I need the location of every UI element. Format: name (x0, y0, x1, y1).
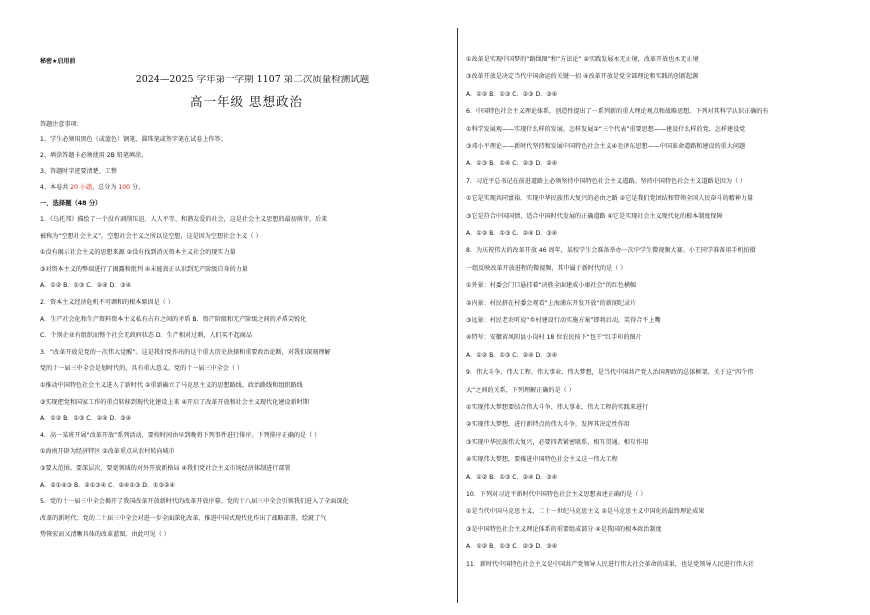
question-line: 4．高一某班开展“改革开放”系列活动，要按时间由早到晚将下列事件进行排序。下列排序正确的是（ ） (40, 431, 321, 439)
exam-subtitle: 高一年级 思想政治 (190, 94, 303, 109)
option-line: ①海南开辟为经济特区 ②改革重点从农村转向城市 (40, 448, 175, 456)
option-line: ①科学发展观——实现什么样的发展、怎样发展②“三个代表”重要思想——建设什么样的党、怎样建设党 (466, 125, 746, 133)
answer-options: A．①② B．①③ C．②④ D．③④ (40, 282, 132, 290)
option-line: C．个别企业有组织而整个社会无政府状态 D．生产相对过剩，人们买不起商品 (40, 332, 252, 340)
notes-item (40, 183, 453, 192)
question-line: 大”之间的关系，下列理解正确的是（ ） (466, 386, 575, 394)
answer-options: A．①② B．①③ C．②④ D．③④ (466, 230, 558, 237)
option-line: ③实现把党和国家工作的重点转移到现代化建设上来 ④开启了改革开放和社会主义现代化建设新时期 (40, 398, 309, 406)
option-line: ①是当代中国马克思主义、二十一世纪马克思主义 ②是马克思主义中国化的最终理论成果 (466, 508, 705, 516)
option-line: ③邓小平理论——新时代坚持和发展中国特色社会主义④毛泽东思想——中国革命道路和建设的重大问题 (466, 143, 746, 150)
option-line: ①外景：村委会门口悬挂着“决胜全面建成小康社会”的红色横幅 (466, 282, 637, 290)
notes-text: ，总分为 (92, 184, 119, 191)
question-line: 被称为“空想社会主义”。空想社会主义之所以是空想，这是因为空想社会主义（ ） (40, 232, 262, 240)
total-score: 100 (118, 184, 131, 191)
option-line: ④特写：安徽省凤阳县小岗村 18 位农民按下“包干”红手印的图片 (466, 334, 642, 342)
section-heading: 一、选择题（48 分） (40, 200, 102, 207)
option-line: ③实现中华民族伟大复兴，必要四者紧密联系、相互贯通、相互作用 (466, 438, 649, 446)
question-line: 党的十一届三中全会是划时代的，具有重大意义。党的十一届三中全会（ ） (40, 365, 244, 373)
question-count: 20 小题 (70, 184, 93, 191)
answer-options: A．②①④③ B．②①③④ C．②④①③ D．①③②④ (40, 481, 175, 489)
column-divider (457, 28, 458, 603)
question-line: 2．资本主义经济危机不可调和的根本原因是（ ） (40, 299, 174, 306)
option-line: ③对资本主义的弊端进行了揭露和批判 ④未能真正认识到无产阶级自身的力量 (40, 265, 248, 273)
right-column (466, 0, 836, 615)
option-line: ③改革开放是决定当代中国命运的关键一招 ④改革开放是党全部理论和实践的创新起源 (466, 73, 699, 81)
question-line: 一组反映改革开放进程的微视频，其中属于新时代的是（ ） (466, 264, 627, 272)
answer-options: A．①② B．①③ C．②③ D．③④ (466, 90, 558, 98)
secret-label: 秘密★启用前 (40, 58, 76, 65)
option-line: ②实现伟大梦想，进行新特点的伟大斗争，发挥其决定性作用 (466, 421, 630, 429)
question-line: 10．下列对习近平新时代中国特色社会主义思想表述正确的是（ ） (466, 491, 647, 498)
option-line: ①没有揭示社会主义的思想来源 ②没有找到消灭资本主义社会的现实力量 (40, 249, 236, 257)
notes-item: 2、填涂答题卡必须使用 2B 铅笔填涂。 (40, 152, 148, 159)
notes-text: 分。 (130, 184, 145, 191)
option-line: ④实现伟大梦想，要推进中国特色社会主义这一伟大工程 (466, 456, 618, 464)
question-line: 1．《乌托邦》描绘了一个没有剥削压迫、人人平等、和谐友爱的社会，这是社会主义思想的最初萌芽，后来 (40, 216, 328, 223)
question-line: 11．新时代中国特色社会主义是中国共产党领导人民进行伟大社会革命的成果，也是党领导人民进行伟大社 (466, 560, 755, 568)
option-line: ②内景：村民挤在村委会观看“上海浦东开发开放”的新闻纪录片 (466, 299, 637, 307)
option-line: A．生产社会化和生产资料资本主义私有占有之间的矛盾 B．资产阶级和无产阶级之间的矛盾尖锐化 (40, 315, 307, 323)
question-line: 改革的新时代；党的二十届三中全会对进一步全面深化改革、推进中国式现代化作出了战略部署，绘就了气 (40, 514, 327, 522)
question-line: 势恢宏而又清晰具体的改革蓝图。由此可见（ ） (40, 531, 170, 539)
option-line: ①推动中国特色社会主义进入了新时代 ②重新确立了马克思主义的思想路线、政治路线和组织路线 (40, 382, 303, 389)
answer-options: A．①② B．①③ C．②④ D．③④ (466, 351, 558, 359)
answer-options: A．①② B．①③ C．②④ D．③④ (466, 473, 558, 481)
left-column (40, 0, 453, 615)
option-line: ①改革是实现中国梦的“路线图”和“方法论” ②实践发展永无止境，改革开放也永无止境 (466, 56, 699, 63)
option-line: ③它是符合中国国情、适合中国时代发展的正确道路 ④它是实现社会主义现代化的根本制度保障 (466, 212, 723, 220)
option-line: ①它是实现共同富裕、实现中华民族伟大复兴的必由之路 ②它是我们党团结和带领全国人民奋斗的精神力量 (466, 195, 754, 203)
question-line: 7．习近平总书记在前进道路上必须坚持中国特色社会主义道路。坚持中国特色社会主义道路是因为（ ） (466, 177, 747, 185)
question-line: 8．为庆祝伟大的改革开放 46 周年，某校学生会准备举办一次中学生微视频大赛。小王同学准备用手机拍摄 (466, 247, 756, 255)
option-line: ①实现伟大梦想要结合伟大斗争、伟大事业、伟大工程的实践来进行 (466, 404, 649, 411)
option-line: ③是中国特色社会主义理论体系的重要组成部分 ④是我国的根本政治制度 (466, 525, 662, 533)
question-line: 3．“改革开放是党的一次伟大觉醒”。这是我们党作出的这个重大历史抉择和重要政治论断，对我们深刻理解 (40, 348, 331, 356)
question-line: 5．党的十一届三中全会揭开了我国改革开放新时代的改革开放序幕。党的十八届三中全会引领我们进入了全面深化 (40, 498, 349, 506)
option-line: ③要大范围、要深层次、要宽领域的对外开放新格局 ④我们党社会主义市场经济体制进行部署 (40, 465, 291, 472)
answer-options: A．①② B．①③ C．②④ D．③④ (40, 415, 132, 423)
question-line: 6．中国特色社会主义理论体系，创造性提出了一系列新的重大理论观点和战略思想。下列对其科学认识正确的有 (466, 108, 769, 116)
answer-options: A．①③ B．①④ C．②③ D．②④ (466, 160, 558, 168)
exam-title: 2024—2025 学年第一学期 1107 第二次质量检测试题 (135, 75, 370, 84)
notes-item: 1、学生必须用黑色（或蓝色）钢笔、圆珠笔或签字笔在试卷上作答； (40, 136, 227, 143)
question-line: 9．伟大斗争、伟大工程、伟大事业、伟大梦想，是当代中国共产党人治国理政的总体框架。关于这“四个伟 (466, 369, 754, 377)
answer-options: A．①② B．①③ C．②③ D．③④ (466, 543, 558, 551)
notes-heading: 答题注意事项： (40, 121, 83, 128)
notes-item: 3、答题时字迹要清楚、工整 (40, 168, 118, 175)
option-line: ③远景：村民老农听说“乡村建设行动实施方案”即将启动，笑得合不上嘴 (466, 317, 661, 324)
notes-text: 4、本卷共 (40, 184, 71, 191)
